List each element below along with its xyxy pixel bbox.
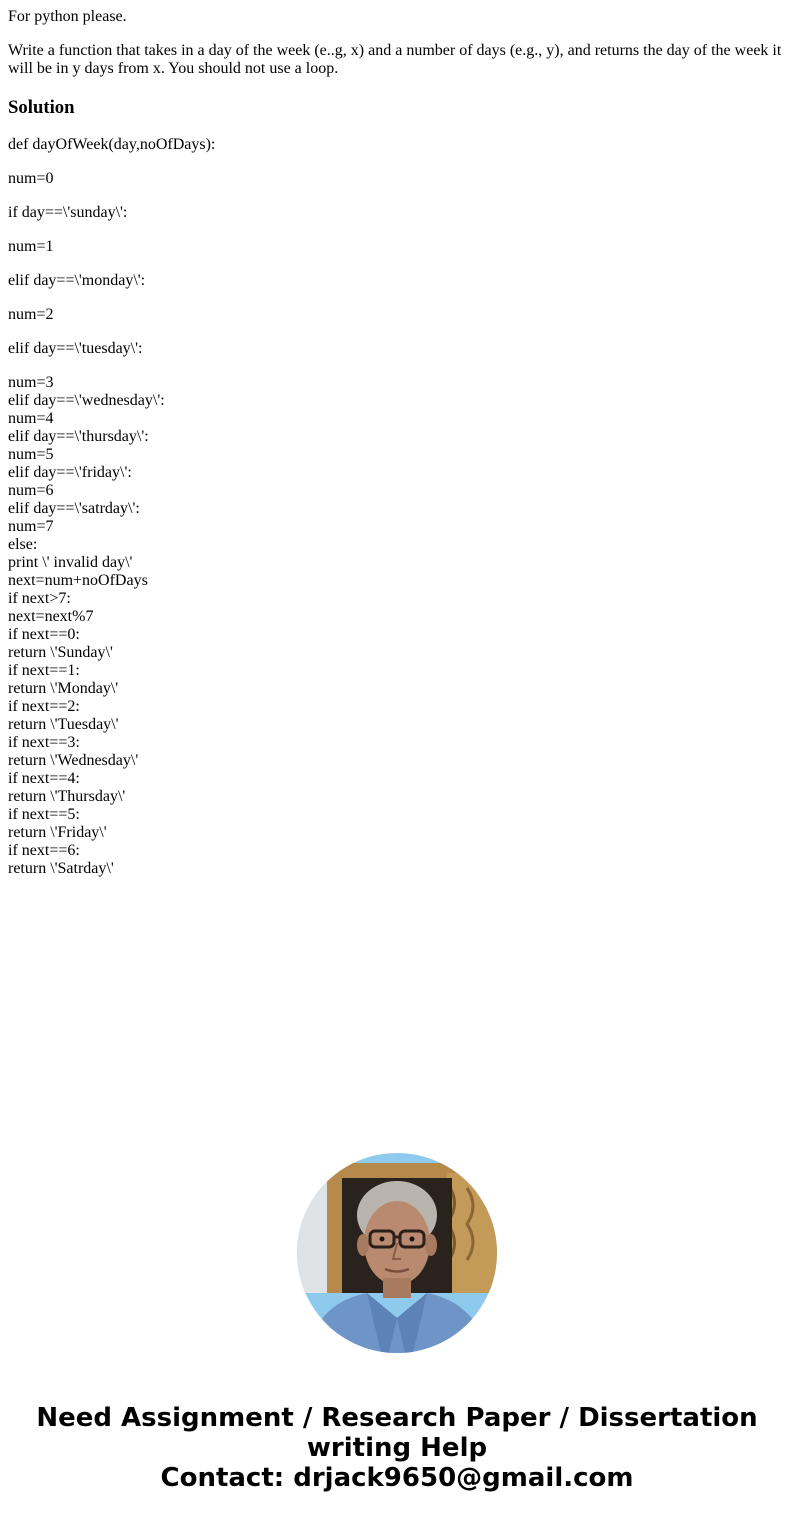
code-line: if next==6: xyxy=(8,842,80,859)
code-line: else: xyxy=(8,536,38,553)
code-line: if next==1: xyxy=(8,662,80,679)
code-line: return \'Satrday\' xyxy=(8,860,114,877)
promo-contact: Contact: drjack9650@gmail.com xyxy=(160,1463,634,1493)
code-line: elif day==\'wednesday\': xyxy=(8,392,165,409)
code-line: num=3 xyxy=(8,374,54,391)
solution-heading: Solution xyxy=(8,97,75,118)
question-text: Write a function that takes in a day of the week (e..g, x) and a number of days (e.g., y), and returns the day of the week it will be in y days from x. You should not use a loop. xyxy=(8,42,782,77)
code-line: num=5 xyxy=(8,446,54,463)
code-line: num=7 xyxy=(8,518,54,535)
code-line: if next==5: xyxy=(8,806,80,823)
author-avatar xyxy=(297,1153,497,1353)
promo-line: writing Help xyxy=(306,1433,488,1463)
code-paragraph: elif day==\'monday\': xyxy=(8,272,146,289)
code-line: return \'Friday\' xyxy=(8,824,107,841)
code-line: if next==0: xyxy=(8,626,80,643)
code-line: if next==2: xyxy=(8,698,80,715)
code-line: if next>7: xyxy=(8,590,71,607)
code-paragraph: num=0 xyxy=(8,170,54,187)
code-line: return \'Sunday\' xyxy=(8,644,113,661)
code-line: return \'Thursday\' xyxy=(8,788,126,805)
code-line: return \'Wednesday\' xyxy=(8,752,139,769)
code-line: next=num+noOfDays xyxy=(8,572,148,589)
code-line: return \'Monday\' xyxy=(8,680,119,697)
code-line: elif day==\'thursday\': xyxy=(8,428,149,445)
code-line: elif day==\'friday\': xyxy=(8,464,132,481)
code-line: elif day==\'satrday\': xyxy=(8,500,140,517)
code-line: num=6 xyxy=(8,482,54,499)
code-line: return \'Tuesday\' xyxy=(8,716,119,733)
question-intro: For python please. xyxy=(8,8,127,25)
code-paragraph: num=1 xyxy=(8,238,54,255)
code-line: next=next%7 xyxy=(8,608,94,625)
solution-code xyxy=(8,136,786,878)
code-line: if next==4: xyxy=(8,770,80,787)
code-paragraph: if day==\'sunday\': xyxy=(8,204,128,221)
code-block-tail xyxy=(8,374,786,878)
code-paragraph: def dayOfWeek(day,noOfDays): xyxy=(8,136,216,153)
promo-line: Need Assignment / Research Paper / Dissertation xyxy=(36,1403,758,1433)
promo-banner xyxy=(0,1403,794,1493)
code-paragraph: num=2 xyxy=(8,306,54,323)
code-line: num=4 xyxy=(8,410,54,427)
code-line: print \' invalid day\' xyxy=(8,554,133,571)
code-line: if next==3: xyxy=(8,734,80,751)
code-paragraph: elif day==\'tuesday\': xyxy=(8,340,143,357)
page-content xyxy=(8,8,786,878)
author-portrait-image xyxy=(297,1153,497,1353)
